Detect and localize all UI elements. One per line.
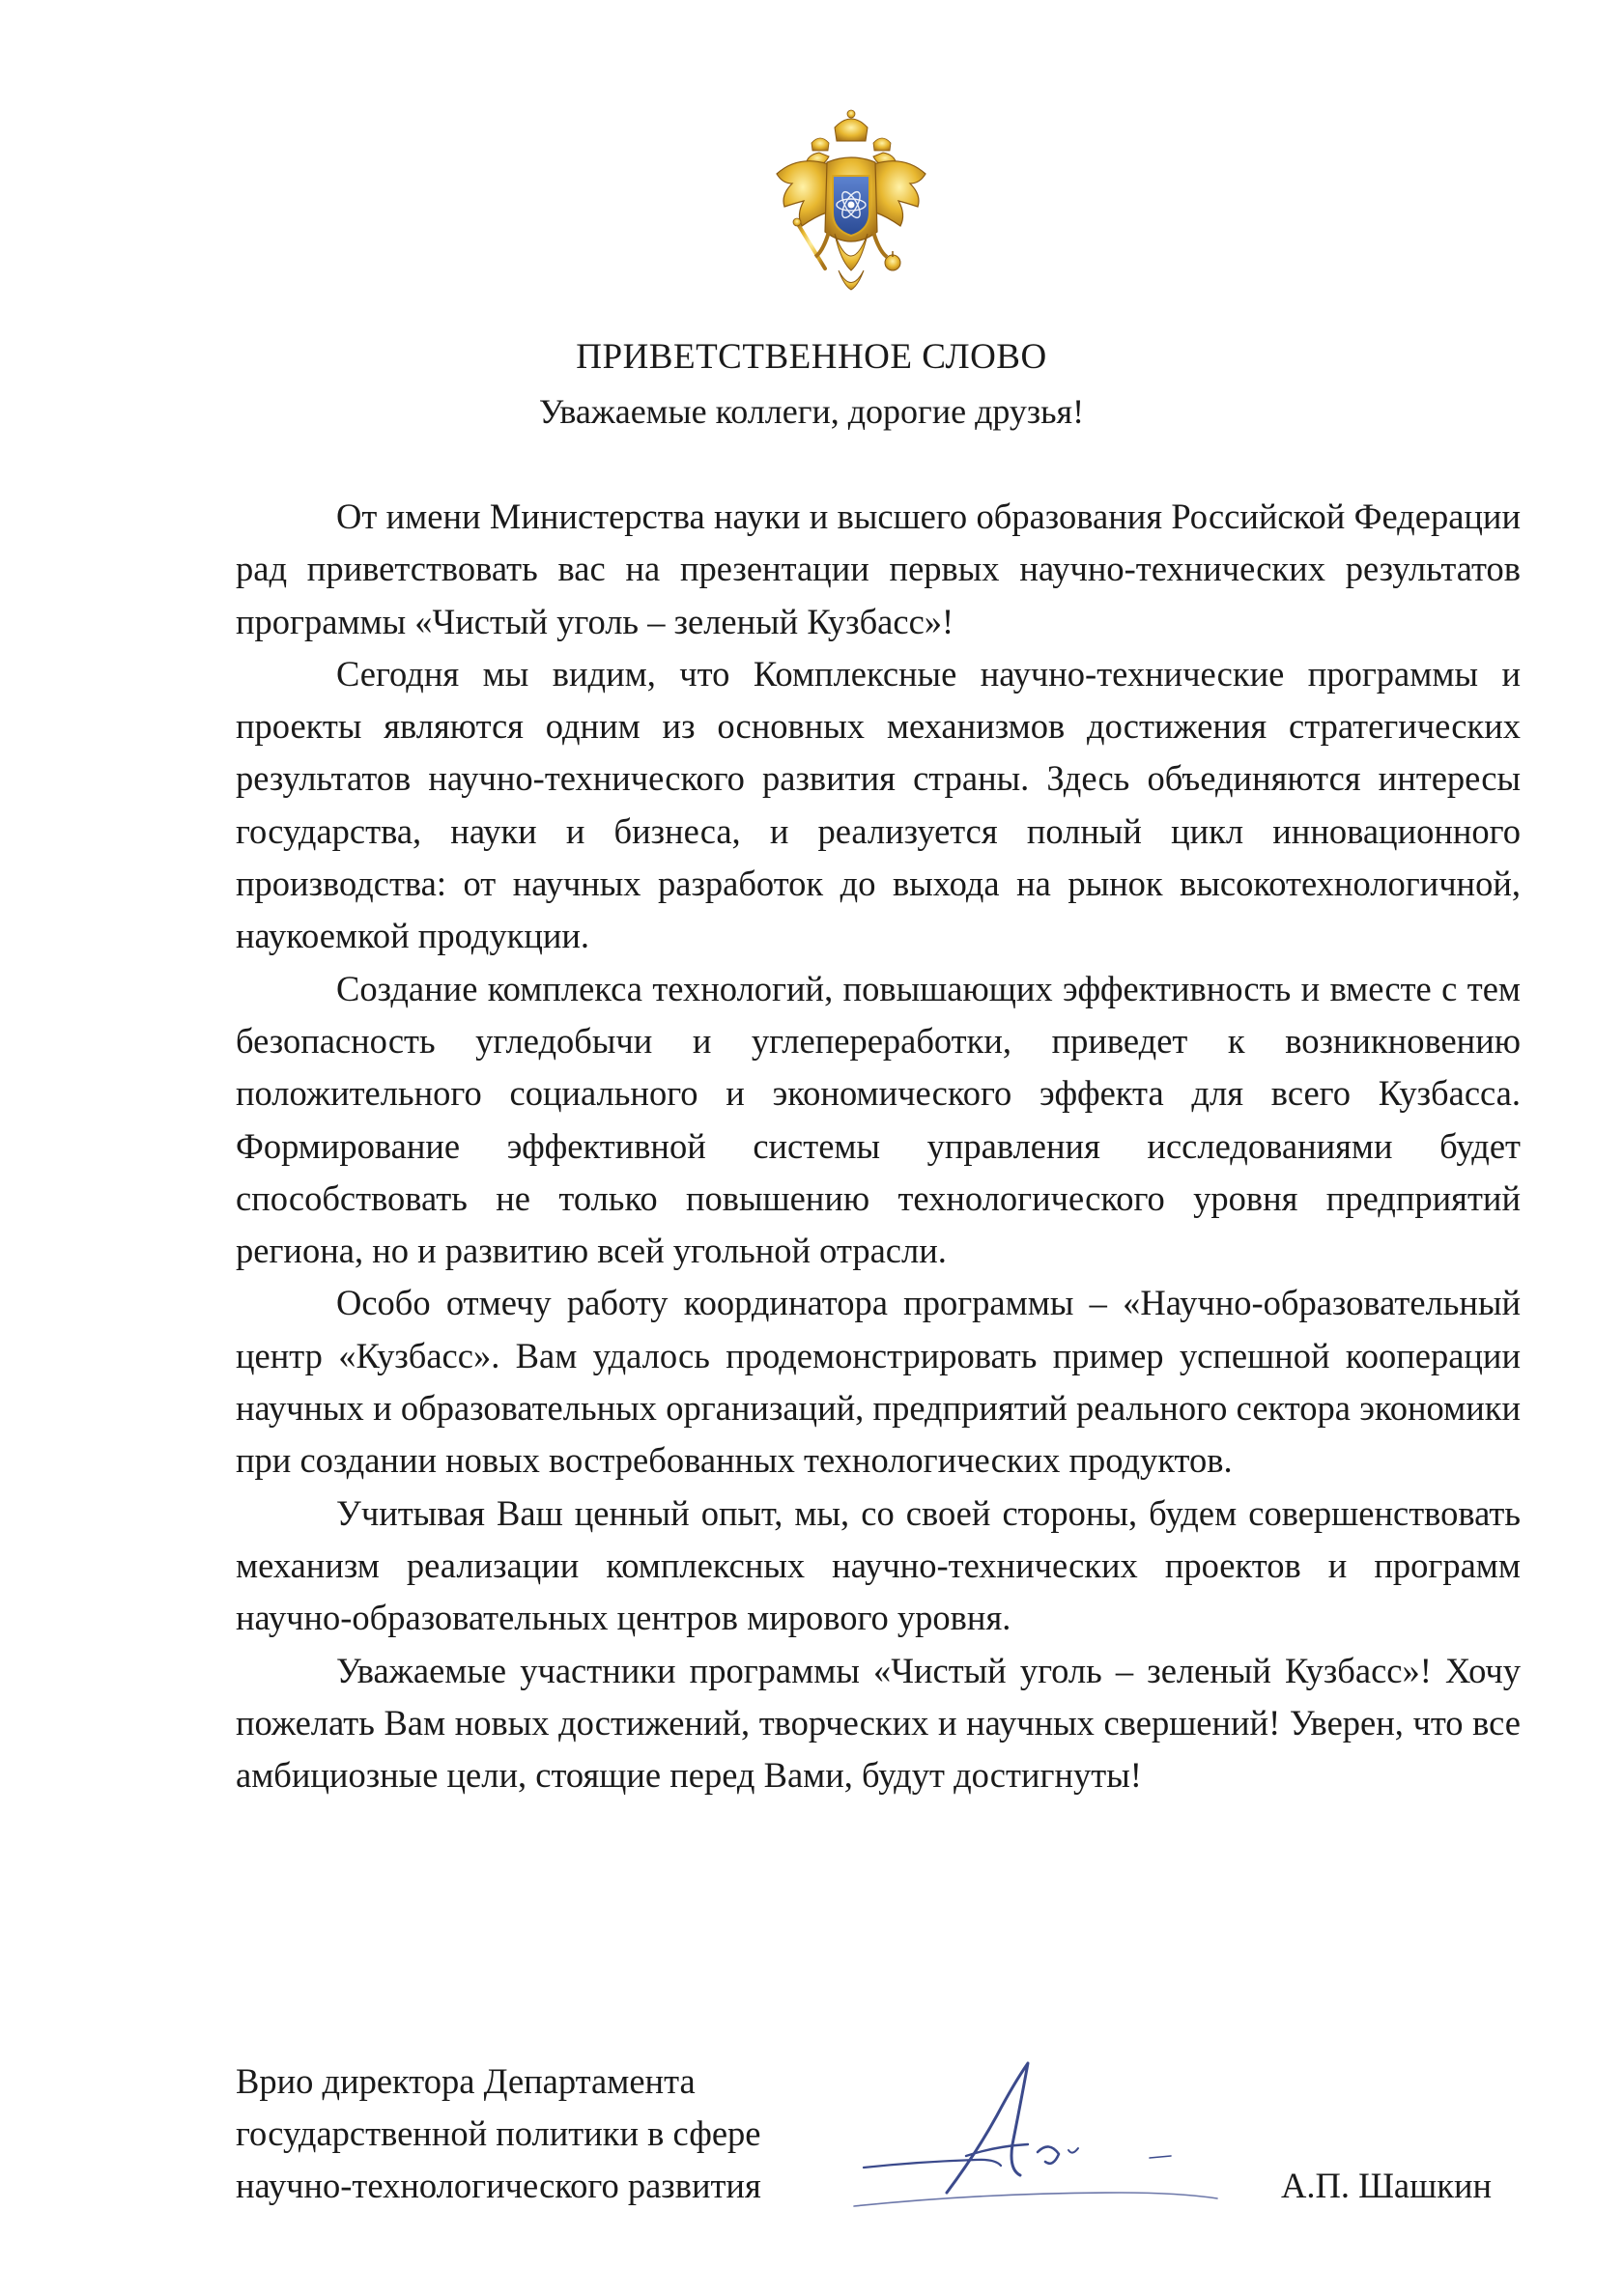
greeting: Уважаемые коллеги, дорогие друзья! [538, 392, 1085, 431]
position-line: Врио директора Департамента [236, 2061, 696, 2101]
position-line: государственной политики в сфере [236, 2113, 761, 2153]
emblem-icon [769, 106, 933, 299]
paragraph: Особо отмечу работу координатора программы – «Научно-образовательный центр «Кузбасс». Вам удалось продемонстрировать пример успешной кооперации научных и образовательных организаций, предприятий реального сектора экономики при создании новых востребованных технологических продуктов. [236, 1283, 1521, 1481]
signer-position [236, 2055, 761, 2212]
paragraph: Уважаемые участники программы «Чистый уголь – зеленый Кузбасс»! Хочу пожелать Вам новых достижений, творческих и научных свершений! Уверен, что все амбициозные цели, стоящие перед Вами, будут достигнуты! [236, 1650, 1521, 1796]
signer-name: А.П. Шашкин [1281, 2166, 1493, 2205]
position-line: научно-технологического развития [236, 2166, 761, 2205]
letter-body [236, 491, 1521, 1801]
paragraph: Сегодня мы видим, что Комплексные научно-технические программы и проекты являются одним из основных механизмов достижения стратегических результатов научно-технического развития страны. Здесь объединяются интересы государства, науки и бизнеса, и реализуется полный цикл инновационного производства: от научных разработок до выхода на рынок высокотехнологичной, наукоемкой продукции. [236, 653, 1521, 956]
paragraph: Учитывая Ваш ценный опыт, мы, со своей стороны, будем совершенствовать механизм реализации комплексных научно-технических проектов и программ научно-образовательных центров мирового уровня. [236, 1492, 1521, 1638]
handwritten-signature-icon [831, 2048, 1237, 2231]
paragraph: Создание комплекса технологий, повышающих эффективность и вместе с тем безопасность угледобычи и углепереработки, приведет к возникновению положительного социального и экономического эффекта для всего Кузбасса. Формирование эффективной системы управления исследованиями будет способствовать не только повышению технологического уровня предприятий региона, но и развитию всей угольной отрасли. [236, 968, 1521, 1271]
paragraph: От имени Министерства науки и высшего образования Российской Федерации рад приветствовать вас на презентации первых научно-технических результатов программы «Чистый уголь – зеленый Кузбасс»! [236, 496, 1521, 641]
document-title: ПРИВЕТСТВЕННОЕ СЛОВО [576, 337, 1047, 377]
